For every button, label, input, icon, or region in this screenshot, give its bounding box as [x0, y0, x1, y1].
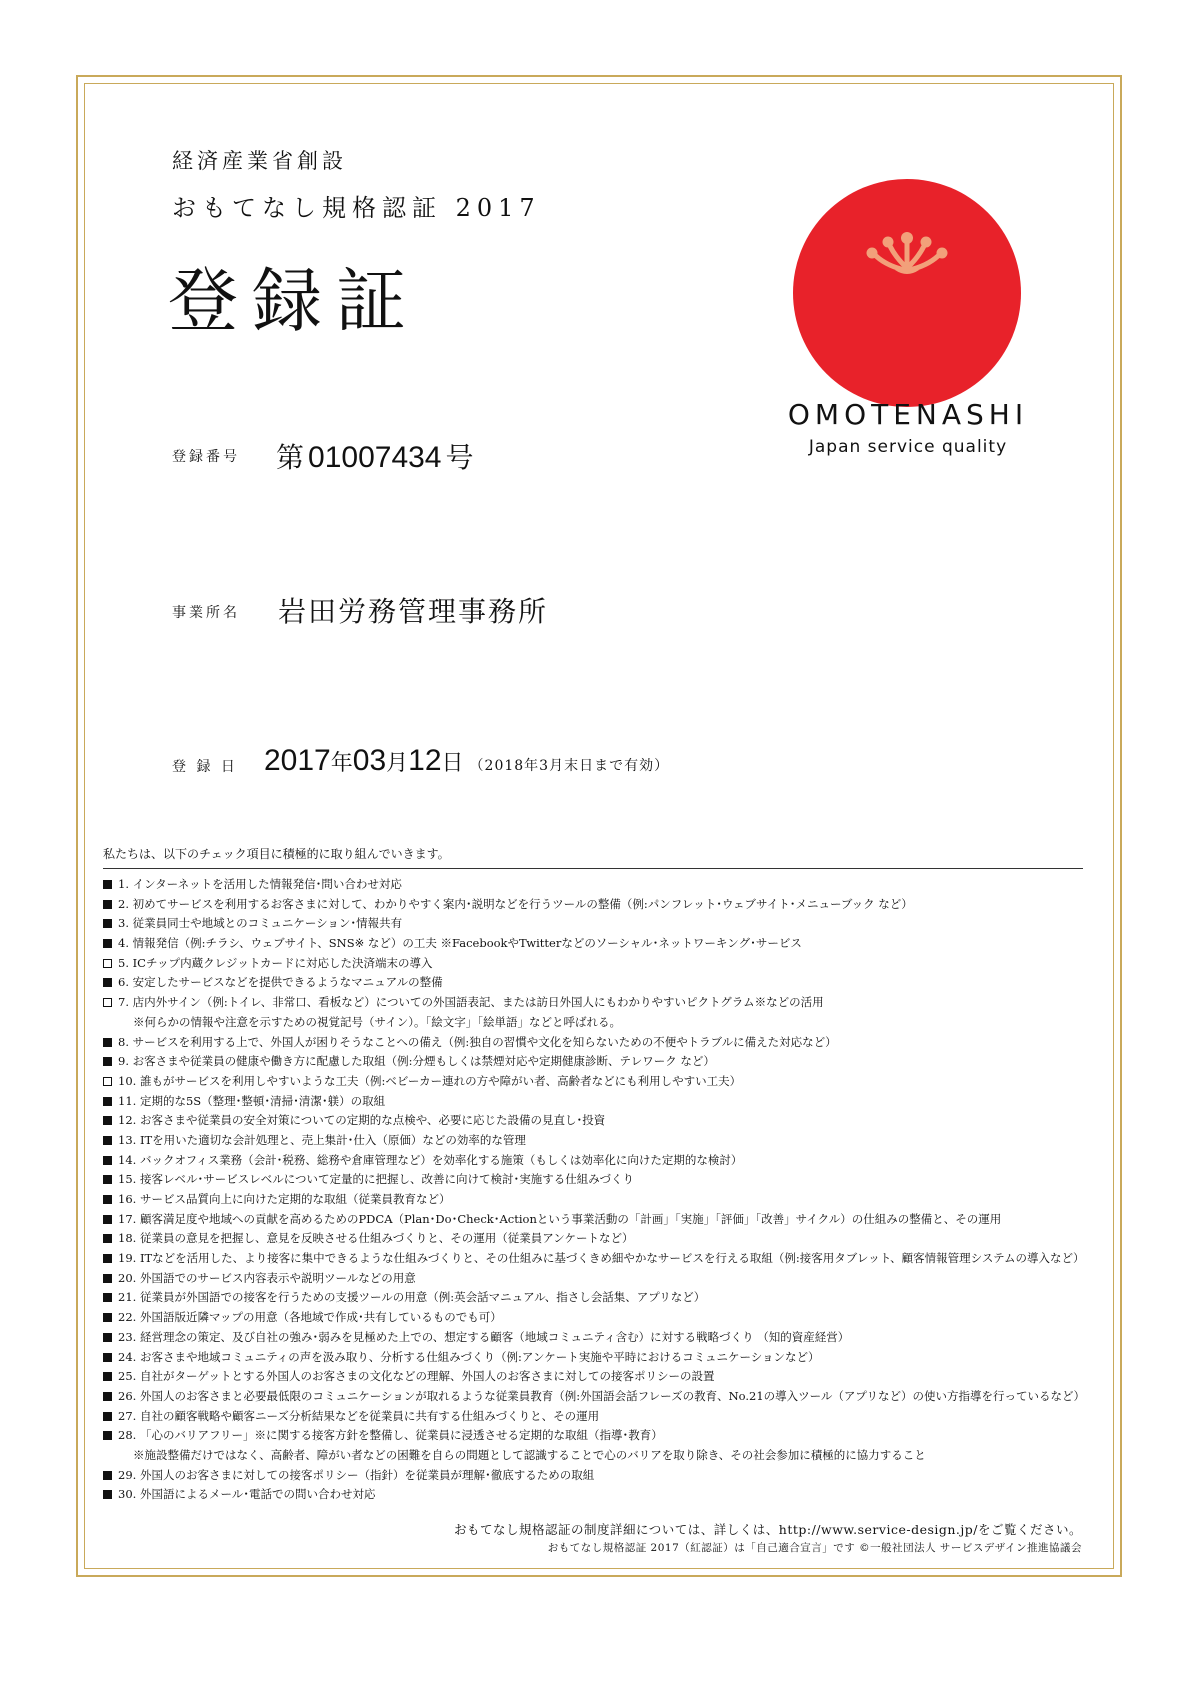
checked-box-icon [103, 1392, 112, 1401]
checklist-item [103, 1111, 1103, 1131]
checklist-intro: 私たちは、以下のチェック項目に積極的に取り組んでいきます。 [103, 847, 450, 861]
checked-box-icon [103, 919, 112, 928]
checklist-item-text: 22. 外国語版近隣マップの用意（各地域で作成･共有しているものでも可） [118, 1310, 502, 1325]
checked-box-icon [103, 978, 112, 987]
checklist-item-text: 17. 顧客満足度や地域への貢献を高めるためのPDCA（Plan･Do･Check･Actionという事業活動の「計画」「実施」「評価」「改善」サイクル）の仕組みの整備と、その運用 [118, 1211, 1002, 1226]
omotenashi-logo-icon [792, 178, 1022, 408]
checklist-item [103, 1052, 1103, 1072]
checklist-item-note [103, 1446, 1103, 1466]
registration-date-label: 登 録 日 [172, 759, 238, 775]
founder-text: 経済産業省創設 [172, 149, 347, 173]
checklist-item [103, 1190, 1103, 1210]
checklist [103, 875, 1103, 1505]
checked-box-icon [103, 1412, 112, 1421]
checked-box-icon [103, 1175, 112, 1184]
checked-box-icon [103, 1353, 112, 1362]
logo-tagline: Japan service quality [808, 437, 1008, 457]
checked-box-icon [103, 1471, 112, 1480]
date-month: 03 [352, 744, 387, 777]
checklist-item [103, 1367, 1103, 1387]
checked-box-icon [103, 1431, 112, 1440]
checked-box-icon [103, 1215, 112, 1224]
unchecked-box-icon [103, 959, 112, 968]
checklist-item [103, 1348, 1103, 1368]
checked-box-icon [103, 1333, 112, 1342]
footer-copyright: おもてなし規格認証 2017（紅認証）は「自己適合宣言」です ©一般社団法人 サービスデザイン推進協議会 [547, 1542, 1082, 1554]
checklist-item [103, 934, 1103, 954]
checklist-item-text: 4. 情報発信（例:チラシ、ウェブサイト、SNS※ など）の工夫 ※FacebookやTwitterなどのソーシャル･ネットワーキング･サービス [118, 936, 802, 951]
checklist-item-text: 29. 外国人のお客さまに対しての接客ポリシー（指針）を従業員が理解･徹底するための取組 [118, 1467, 595, 1482]
checklist-item-text: 23. 経営理念の策定、及び自社の強み･弱みを見極めた上での、想定する顧客（地域コミュニティ含む）に対する戦略づくり （知的資産経営） [118, 1329, 850, 1344]
checked-box-icon [103, 1234, 112, 1243]
checked-box-icon [103, 1195, 112, 1204]
checklist-item [103, 1249, 1103, 1269]
registration-number-label: 登録番号 [172, 449, 240, 465]
checklist-item [103, 1131, 1103, 1151]
date-month-unit: 月 [386, 751, 409, 776]
checklist-item [103, 1210, 1103, 1230]
checklist-item-text: 21. 従業員が外国語での接客を行うための支援ツールの用意（例:英会話マニュアル、指さし会話集、アプリなど） [118, 1290, 706, 1305]
checklist-item [103, 875, 1103, 895]
checked-box-icon [103, 1097, 112, 1106]
validity-note: （2018年3月末日まで有効） [469, 758, 670, 774]
checklist-item-text: 6. 安定したサービスなどを提供できるようなマニュアルの整備 [118, 975, 443, 990]
checklist-item-text: 27. 自社の顧客戦略や顧客ニーズ分析結果などを従業員に共有する仕組みづくりと、その運用 [118, 1408, 600, 1423]
checklist-item [103, 914, 1103, 934]
checklist-note-text: ※何らかの情報や注意を示すための視覚記号（サイン）。「絵文字」「絵単語」などと呼ばれる。 [133, 1014, 621, 1029]
checklist-item-text: 15. 接客レベル･サービスレベルについて定量的に把握し、改善に向けて検討･実施する仕組みづくり [118, 1172, 634, 1187]
checked-box-icon [103, 1156, 112, 1165]
checklist-item-text: 26. 外国人のお客さまと必要最低限のコミュニケーションが取れるような従業員教育（例:外国語会話フレーズの教育、No.21の導入ツール（アプリなど）の使い方指導を行っているなど） [118, 1388, 1085, 1403]
checklist-item-text: 11. 定期的な5S（整理･整頓･清掃･清潔･躾）の取組 [118, 1093, 386, 1108]
checklist-item-text: 24. お客さまや地域コミュニティの声を汲み取り、分析する仕組みづくり（例:アンケート実施や平時におけるコミュニケーションなど） [118, 1349, 820, 1364]
checklist-item-text: 14. バックオフィス業務（会計･税務、総務や倉庫管理など）を効率化する施策（もしくは効率化に向けた定期的な検討） [118, 1152, 743, 1167]
registration-number-suffix: 号 [445, 441, 474, 474]
checklist-item [103, 1387, 1103, 1407]
checked-box-icon [103, 1490, 112, 1499]
checklist-item [103, 973, 1103, 993]
registration-number [276, 436, 474, 476]
checked-box-icon [103, 1372, 112, 1381]
checklist-item [103, 1308, 1103, 1328]
registration-date [264, 744, 669, 778]
checked-box-icon [103, 1313, 112, 1322]
certificate-title: 登録証 [168, 260, 420, 342]
date-day-unit: 日 [441, 751, 464, 776]
checklist-item-text: 28. 「心のバリアフリー」※に関する接客方針を整備し、従業員に浸透させる定期的な取組（指導･教育） [118, 1428, 663, 1443]
checklist-item-text: 1. インターネットを活用した情報発信･問い合わせ対応 [118, 877, 402, 891]
checklist-item-text: 9. お客さまや従業員の健康や働き方に配慮した取組（例:分煙もしくは禁煙対応や定期健康診断、テレワーク など） [118, 1054, 715, 1069]
checklist-item [103, 1466, 1103, 1486]
date-year-unit: 年 [330, 751, 353, 776]
checklist-item [103, 1407, 1103, 1427]
checked-box-icon [103, 880, 112, 889]
checklist-item-text: 18. 従業員の意見を把握し、意見を反映させる仕組みづくりと、その運用（従業員アンケートなど） [118, 1231, 634, 1246]
checklist-item-text: 8. サービスを利用する上で、外国人が困りそうなことへの備え（例:独自の習慣や文化を知らないための不便やトラブルに備えた対応など） [118, 1034, 837, 1049]
checked-box-icon [103, 1116, 112, 1125]
checklist-item-text: 7. 店内外サイン（例:トイレ、非常口、看板など）についての外国語表記、または訪日外国人にもわかりやすいピクトグラム※などの活用 [118, 995, 824, 1010]
date-day: 12 [408, 744, 442, 777]
checklist-item-note [103, 1013, 1103, 1033]
registration-number-prefix: 第 [276, 441, 305, 474]
checked-box-icon [103, 1293, 112, 1302]
program-name: おもてなし規格認証 2017 [172, 194, 541, 222]
checked-box-icon [103, 1057, 112, 1066]
checklist-item-text: 19. ITなどを活用した、より接客に集中できるような仕組みづくりと、その仕組みに基づくきめ細やかなサービスを行える取組（例:接客用タブレット、顧客情報管理システムの導入など） [118, 1251, 1085, 1266]
checklist-item [103, 1426, 1103, 1446]
checklist-item [103, 993, 1103, 1013]
checklist-item-text: 25. 自社がターゲットとする外国人のお客さまの文化などの理解、外国人のお客さまに対しての接客ポリシーの設置 [118, 1369, 715, 1384]
checklist-item [103, 1092, 1103, 1112]
office-name-label: 事業所名 [172, 605, 240, 621]
checklist-item [103, 954, 1103, 974]
checklist-item-text: 13. ITを用いた適切な会計処理と、売上集計･仕入（原価）などの効率的な管理 [118, 1132, 526, 1147]
checked-box-icon [103, 1254, 112, 1263]
registration-number-value: 01007434 [308, 441, 442, 474]
checklist-item [103, 895, 1103, 915]
checklist-item [103, 1170, 1103, 1190]
checklist-item-text: 2. 初めてサービスを利用するお客さまに対して、わかりやすく案内･説明などを行うツールの整備（例:パンフレット･ウェブサイト･メニューブック など） [118, 896, 913, 911]
office-name: 岩田労務管理事務所 [278, 595, 549, 628]
checklist-item-text: 10. 誰もがサービスを利用しやすいような工夫（例:ベビーカー連れの方や障がい者、高齢者などにも利用しやすい工夫） [118, 1073, 742, 1088]
checklist-item-text: 30. 外国語によるメール･電話での問い合わせ対応 [118, 1487, 376, 1502]
checklist-item [103, 1485, 1103, 1505]
checked-box-icon [103, 1136, 112, 1145]
checklist-item-text: 16. サービス品質向上に向けた定期的な取組（従業員教育など） [118, 1192, 451, 1206]
checked-box-icon [103, 1038, 112, 1047]
checked-box-icon [103, 1274, 112, 1283]
date-year: 2017 [264, 744, 331, 777]
checked-box-icon [103, 900, 112, 909]
divider [103, 868, 1083, 869]
checklist-item-text: 20. 外国語でのサービス内容表示や説明ツールなどの用意 [118, 1270, 416, 1285]
checklist-item [103, 1269, 1103, 1289]
footer-info: おもてなし規格認証の制度詳細については、詳しくは、http://www.service-design.jp/をご覧ください。 [454, 1522, 1082, 1537]
checklist-item [103, 1328, 1103, 1348]
logo-wordmark: OMOTENASHI [787, 398, 1029, 431]
checklist-item [103, 1072, 1103, 1092]
unchecked-box-icon [103, 998, 112, 1007]
checklist-note-text: ※施設整備だけではなく、高齢者、障がい者などの困難を自らの問題として認識することで心のバリアを取り除き、その社会参加に積極的に協力すること [133, 1447, 926, 1462]
checked-box-icon [103, 939, 112, 948]
checklist-item-text: 3. 従業員同士や地域とのコミュニケーション･情報共有 [118, 916, 403, 931]
checklist-item [103, 1033, 1103, 1053]
checklist-item-text: 12. お客さまや従業員の安全対策についての定期的な点検や、必要に応じた設備の見直し･投資 [118, 1113, 606, 1128]
checklist-item [103, 1151, 1103, 1171]
unchecked-box-icon [103, 1077, 112, 1086]
checklist-item [103, 1229, 1103, 1249]
checklist-item [103, 1288, 1103, 1308]
checklist-item-text: 5. ICチップ内蔵クレジットカードに対応した決済端末の導入 [118, 955, 433, 970]
